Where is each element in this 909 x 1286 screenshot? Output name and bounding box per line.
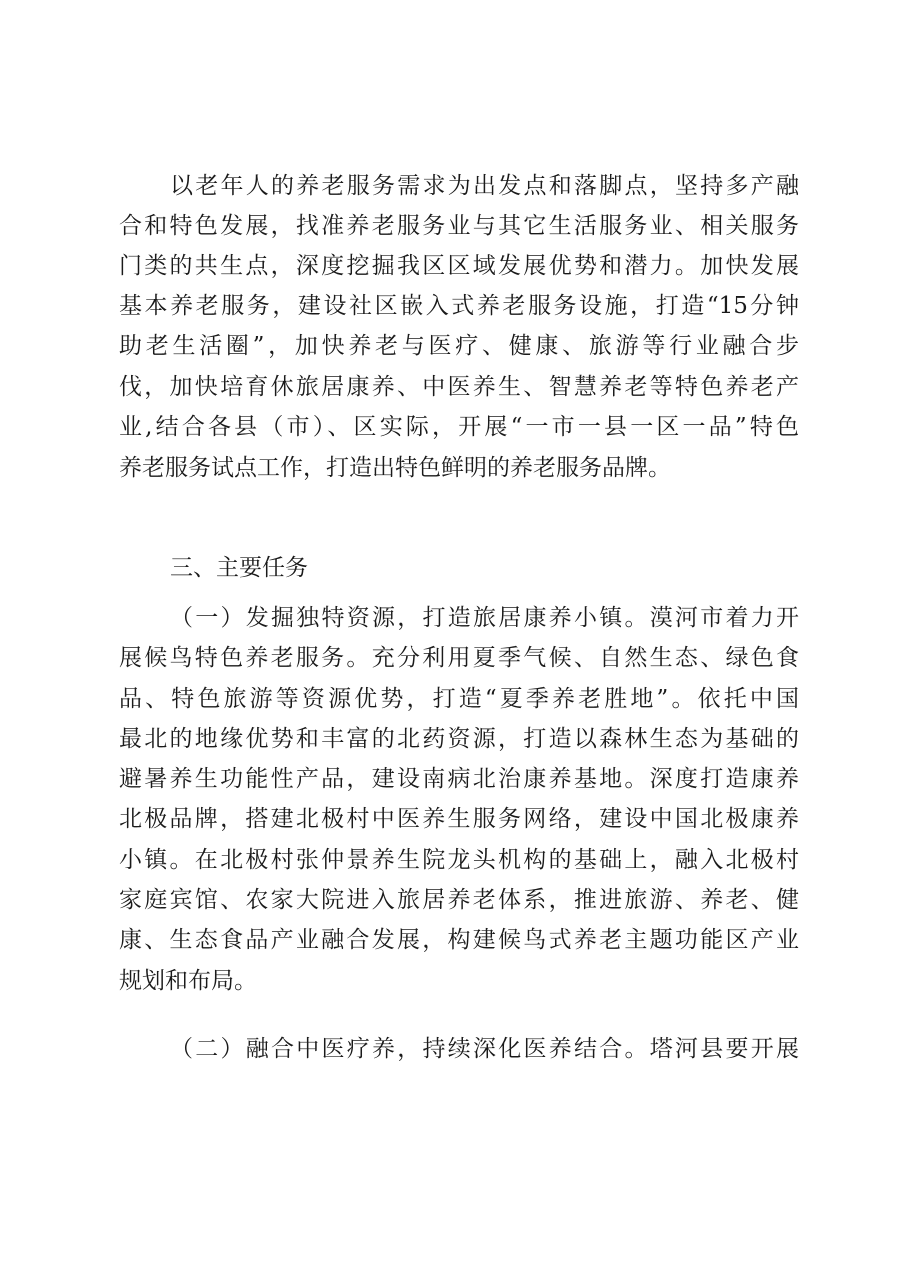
paragraph-line: （二）融合中医疗养，持续深化医养结合。塔河县要开展	[170, 1036, 799, 1062]
paragraph-line: 业,结合各县（市）、区实际，开展“一市一县一区一品”特色	[119, 414, 799, 440]
paragraph-line: 基本养老服务，建设社区嵌入式养老服务设施，打造“15分钟	[119, 293, 799, 319]
paragraph-line: 北极品牌，搭建北极村中医养生服务网络，建设中国北极康养	[119, 806, 799, 832]
paragraph-line: 助老生活圈”，加快养老与医疗、健康、旅游等行业融合步	[119, 333, 799, 359]
paragraph-line: 门类的共生点，深度挖掘我区区域发展优势和潜力。加快发展	[119, 253, 799, 279]
paragraph-line: 养老服务试点工作，打造出特色鲜明的养老服务品牌。	[119, 455, 671, 481]
paragraph-line: 小镇。在北极村张仲景养生院龙头机构的基础上，融入北极村	[119, 847, 799, 873]
paragraph-line: 以老年人的养老服务需求为出发点和落脚点，坚持多产融	[170, 173, 799, 199]
paragraph-line: 避暑养生功能性产品，建设南病北治康养基地。深度打造康养	[119, 766, 799, 792]
paragraph-line: 伐，加快培育休旅居康养、中医养生、智慧养老等特色养老产	[119, 374, 799, 400]
paragraph-line: 最北的地缘优势和丰富的北药资源，打造以森林生态为基础的	[119, 726, 799, 752]
paragraph-line: 康、生态食品产业融合发展，构建候鸟式养老主题功能区产业	[119, 927, 799, 953]
paragraph-line: 展候鸟特色养老服务。充分利用夏季气候、自然生态、绿色食	[119, 645, 799, 671]
paragraph-line: 合和特色发展，找准养老服务业与其它生活服务业、相关服务	[119, 213, 799, 239]
paragraph-line: 家庭宾馆、农家大院进入旅居养老体系，推进旅游、养老、健	[119, 887, 799, 913]
section-heading: 三、主要任务	[170, 555, 308, 581]
paragraph-line: 规划和布局。	[119, 968, 257, 994]
paragraph-line: 品、特色旅游等资源优势，打造“夏季养老胜地”。依托中国	[119, 686, 799, 712]
paragraph-line: （一）发掘独特资源，打造旅居康养小镇。漠河市着力开	[170, 605, 799, 631]
